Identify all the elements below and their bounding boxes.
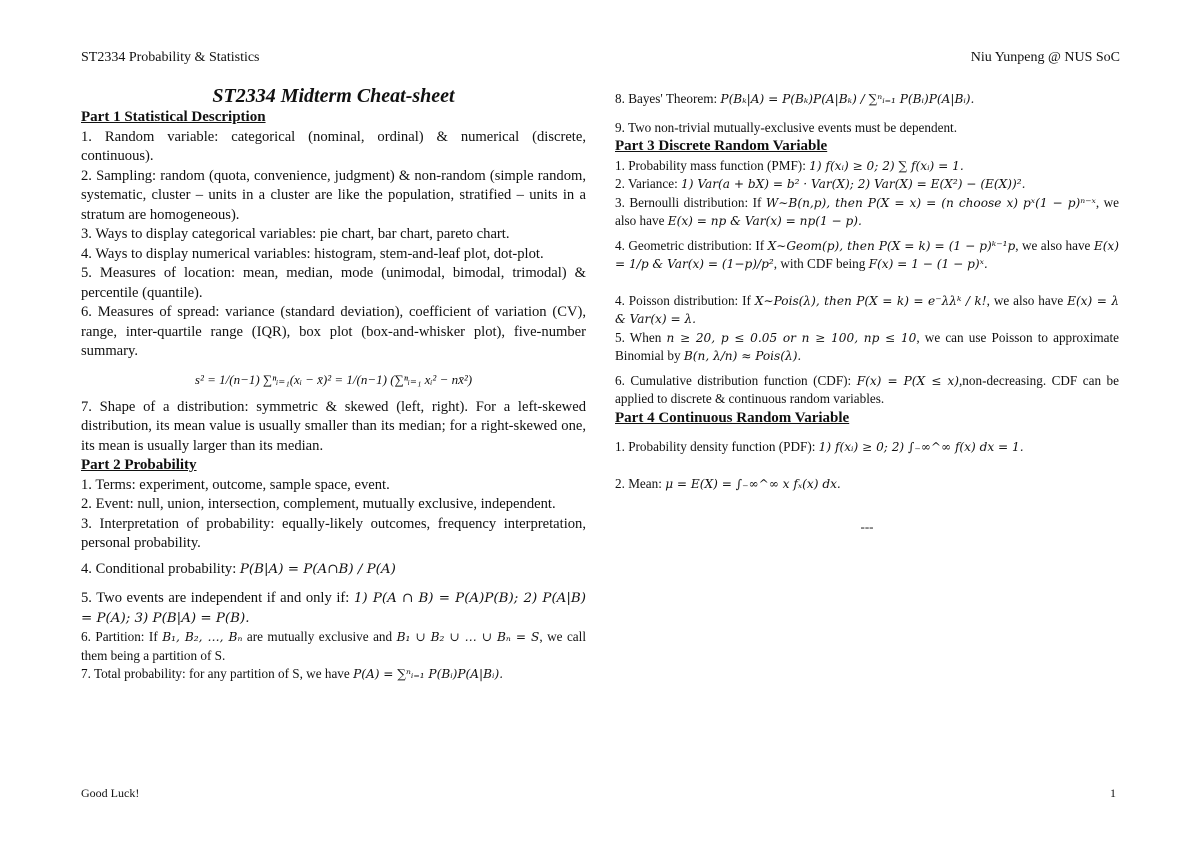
part2-item-6-end: , we call them being a partition of S.	[81, 629, 586, 663]
part2-item-8-text: 8. Bayes' Theorem:	[615, 91, 721, 106]
part1-item-6: 6. Measures of spread: variance (standard deviation), coefficient of variation (CV), range, inter-quartile range (IQR), box plot (box-and-whisker plot), five-number summary.	[81, 304, 586, 359]
bayes-theorem-formula: P(Bₖ|A) = P(Bₖ)P(A|Bₖ) / ∑ⁿᵢ₌₁ P(Bᵢ)P(A|Bᵢ).	[720, 92, 975, 106]
part3-item-4b-mid: , we also have	[986, 292, 1068, 308]
page-number: 1	[1110, 786, 1116, 800]
part1-item-5: 5. Measures of location: mean, median, mode (unimodal, bimodal, trimodal) & percentile (quantile).	[81, 265, 586, 301]
part2-item-8	[615, 90, 1119, 109]
pdf-formula: 1) f(xᵢ) ≥ 0; 2) ∫₋∞^∞ f(x) dx = 1.	[818, 440, 1024, 454]
part1-item-7: 7. Shape of a distribution: symmetric & skewed (left, right). For a left-skewed distribution, its mean value is usually smaller than its median; for a right-skewed one, its mean is usually larger than its median.	[81, 398, 586, 454]
part2-item-7-text: 7. Total probability: for any partition of S, we have	[81, 666, 354, 681]
pmf-formula: 1) f(xᵢ) ≥ 0; 2) ∑ f(xᵢ) = 1.	[809, 158, 964, 173]
total-probability-formula: P(A) = ∑ⁿᵢ₌₁ P(Bᵢ)P(A|Bᵢ).	[353, 667, 504, 681]
page-title: ST2334 Midterm Cheat-sheet	[212, 85, 455, 107]
binomial-moments-formula: E(x) = np & Var(x) = np(1 − p).	[667, 214, 862, 228]
part2-item-5-text: 5. Two events are independent if and only if:	[81, 590, 354, 606]
part2-item-6	[81, 628, 586, 665]
variance-property-formula: 1) Var(a + bX) = b² · Var(X); 2) Var(X) = E(X²) − (E(X))².	[681, 177, 1026, 191]
part3-item-6-end: ,non-decreasing. CDF can be applied to discrete & continuous random variables.	[615, 372, 1119, 406]
footer-good-luck: Good Luck!	[81, 786, 140, 800]
part3-item-5	[615, 329, 1119, 366]
part3-item-3-mid: , we also have	[615, 194, 1119, 228]
geometric-pmf-formula: X∼Geom(p), then P(X = k) = (1 − p)ᵏ⁻¹p	[767, 238, 1016, 253]
part3-item-1-text: 1. Probability mass function (PMF):	[615, 157, 810, 173]
part1-item-2: 2. Sampling: random (quota, convenience, judgment) & non-random (simple random, systematic, cluster – units in a cluster are like the population, stratified – units in a stratum are homogeneous).	[81, 167, 586, 223]
part3-item-2-text: 2. Variance:	[615, 176, 682, 191]
part2-item-2: 2. Event: null, union, intersection, complement, mutually exclusive, independent.	[81, 496, 556, 512]
part3-item-3-text: 3. Bernoulli distribution: If	[615, 194, 766, 210]
part3-item-1	[615, 157, 1119, 176]
part3-item-4a-text: 4. Geometric distribution: If	[615, 237, 768, 253]
conditional-probability-formula: P(B|A) = P(A∩B) / P(A)	[239, 561, 396, 577]
part2-item-3: 3. Interpretation of probability: equally-likely outcomes, frequency interpretation, personal probability.	[81, 515, 586, 551]
part4-item-1	[615, 438, 1119, 457]
part2-item-6-text: 6. Partition: If	[81, 629, 163, 644]
part3-item-6	[615, 372, 1119, 409]
geometric-cdf-formula: F(x) = 1 − (1 − p)ˣ.	[868, 257, 988, 271]
left-column	[81, 84, 586, 684]
part3-heading: Part 3 Discrete Random Variable	[615, 138, 828, 154]
right-column	[615, 84, 1119, 535]
part4-heading: Part 4 Continuous Random Variable	[615, 409, 850, 426]
part3-item-6-text: 6. Cumulative distribution function (CDF):	[615, 372, 857, 388]
part1-item-3: 3. Ways to display categorical variables: pie chart, bar chart, pareto chart.	[81, 226, 510, 242]
part3-item-5-mid: , we can use Poisson to approximate Binomial by	[615, 329, 1120, 363]
part2-item-4	[81, 560, 586, 580]
part1-item-4: 4. Ways to display numerical variables: histogram, stem-and-leaf plot, dot-plot.	[81, 245, 544, 262]
independence-formula: 1) P(A ∩ B) = P(A)P(B); 2) P(A|B) = P(A); 3) P(B|A) = P(B).	[81, 591, 586, 626]
cdf-formula: F(x) = P(X ≤ x)	[856, 373, 959, 388]
part3-item-4a-mid2: , with CDF being	[773, 256, 869, 271]
part3-item-4-poisson	[615, 292, 1119, 329]
part2-item-9: 9. Two non-trivial mutually-exclusive events must be dependent.	[615, 119, 957, 135]
part3-item-3	[615, 194, 1119, 231]
part3-item-4b-text: 4. Poisson distribution: If	[615, 292, 755, 308]
part3-item-5-text: 5. When	[615, 329, 667, 345]
header-author: Niu Yunpeng @ NUS SoC	[970, 50, 1120, 65]
part4-item-2-text: 2. Mean:	[615, 475, 666, 491]
mean-formula: μ = E(X) = ∫₋∞^∞ x fₓ(x) dx.	[665, 476, 841, 491]
binomial-pmf-formula: W∼B(n,p), then P(X = x) = (n choose x) pˣ(1 − p)ⁿ⁻ˣ	[765, 195, 1096, 210]
part2-heading: Part 2 Probability	[81, 457, 197, 473]
partition-events-formula: B₁, B₂, …, Bₙ	[162, 630, 243, 644]
variance-formula: s² = 1/(n−1) ∑ⁿᵢ₌₁(xᵢ − x̄)² = 1/(n−1) (∑ⁿᵢ₌₁ xᵢ² − nx̄²)	[194, 371, 473, 387]
header-course-title: ST2334 Probability & Statistics	[81, 50, 260, 65]
section-separator: ---	[860, 519, 874, 534]
part2-item-6-mid: are mutually exclusive and	[242, 629, 397, 644]
part2-item-5	[81, 589, 586, 628]
part1-heading: Part 1 Statistical Description	[81, 109, 266, 125]
part4-item-1-text: 1. Probability density function (PDF):	[615, 439, 819, 454]
geometric-moments-formula: E(x) = 1/p & Var(x) = (1−p)/p²	[615, 238, 1119, 271]
part3-item-4-geometric	[615, 237, 1119, 274]
part4-item-2	[615, 475, 1119, 494]
part2-item-1: 1. Terms: experiment, outcome, sample space, event.	[81, 476, 390, 493]
part1-item-1: 1. Random variable: categorical (nominal, ordinal) & numerical (discrete, continuous).	[81, 128, 586, 164]
part2-item-7	[81, 665, 586, 684]
poisson-pmf-formula: X∼Pois(λ), then P(X = k) = e⁻λλᵏ / k!	[754, 293, 987, 308]
poisson-condition-formula: n ≥ 20, p ≤ 0.05 or n ≥ 100, np ≤ 10	[666, 330, 917, 345]
part2-item-4-text: 4. Conditional probability:	[81, 560, 240, 577]
poisson-approximation-formula: B(n, λ/n) ≈ Pois(λ).	[683, 349, 802, 363]
part3-item-4a-mid: , we also have	[1015, 237, 1094, 253]
part3-item-2	[615, 175, 1119, 194]
poisson-moments-formula: E(x) = λ & Var(x) = λ.	[615, 293, 1120, 326]
partition-union-formula: B₁ ∪ B₂ ∪ … ∪ Bₙ = S	[396, 630, 540, 644]
